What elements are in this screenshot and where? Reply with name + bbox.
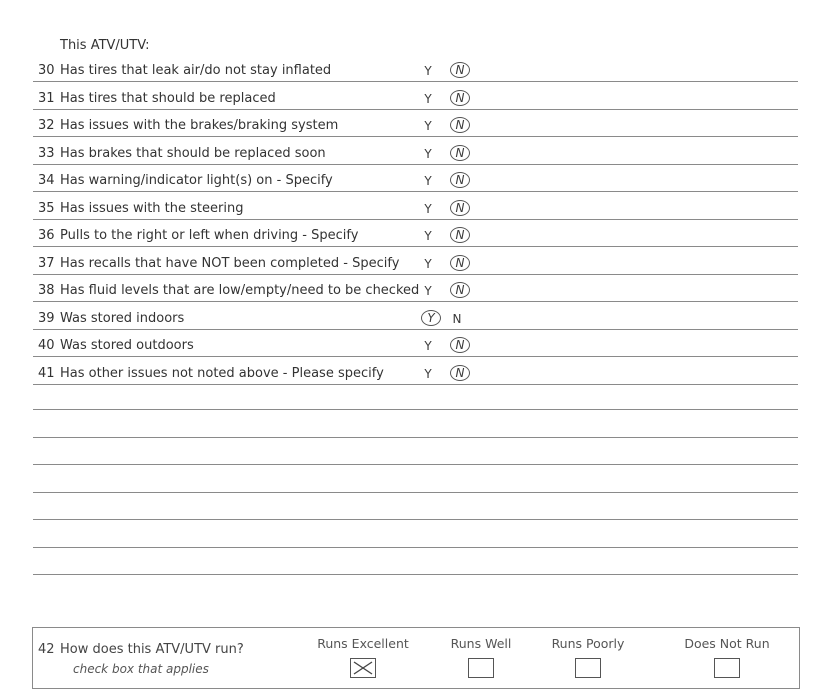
row-rule — [33, 164, 798, 165]
no-option[interactable]: N — [450, 255, 470, 271]
question-text: Has warning/indicator light(s) on - Specify — [60, 173, 333, 188]
blank-line[interactable] — [33, 437, 798, 438]
checkbox-runs-excellent[interactable] — [350, 658, 376, 678]
question-row — [33, 331, 798, 357]
no-option[interactable]: N — [450, 365, 470, 381]
yes-option[interactable]: Y — [424, 201, 432, 216]
question-number: 40 — [38, 338, 55, 353]
question-row — [33, 276, 798, 302]
option-label: Does Not Run — [684, 636, 770, 651]
question-number: 42 — [38, 642, 55, 657]
option-runs-poorly[interactable] — [528, 636, 648, 681]
question-text: How does this ATV/UTV run? — [60, 642, 244, 657]
no-option[interactable]: N — [450, 90, 470, 106]
no-option[interactable]: N — [450, 62, 470, 78]
question-number: 33 — [38, 145, 55, 161]
no-option[interactable]: N — [450, 227, 470, 243]
question-row — [33, 111, 798, 137]
question-42-box — [32, 627, 800, 689]
row-rule — [33, 329, 798, 330]
question-text: Has issues with the steering — [60, 200, 244, 216]
yes-option[interactable]: Y — [424, 146, 432, 161]
blank-line[interactable] — [33, 492, 798, 493]
row-rule — [33, 356, 798, 357]
question-text: Has issues with the brakes/braking system — [60, 118, 339, 133]
question-text: Was stored indoors — [60, 310, 185, 326]
yes-option[interactable]: Y — [424, 174, 432, 188]
question-number: 31 — [38, 90, 55, 106]
question-text: Has fluid levels that are low/empty/need to be checked — [60, 283, 420, 298]
no-option[interactable]: N — [452, 311, 462, 326]
question-text: Has tires that leak air/do not stay inflated — [60, 63, 332, 78]
question-text: Has tires that should be replaced — [60, 90, 276, 106]
yes-option[interactable]: Y — [424, 366, 432, 381]
question-text: Pulls to the right or left when driving - Specify — [60, 228, 359, 243]
question-row — [33, 359, 798, 385]
yes-option[interactable]: Y — [424, 119, 432, 133]
question-row — [33, 56, 798, 82]
question-row — [33, 249, 798, 275]
question-text: Was stored outdoors — [60, 338, 194, 353]
yes-option[interactable]: Y — [424, 229, 432, 243]
question-row — [33, 194, 798, 220]
yes-option[interactable]: Y — [424, 256, 432, 271]
row-rule — [33, 384, 798, 385]
question-number: 34 — [38, 173, 55, 188]
row-rule — [33, 274, 798, 275]
row-rule — [33, 191, 798, 192]
question-number: 35 — [38, 200, 55, 216]
row-rule — [33, 246, 798, 247]
question-number: 41 — [38, 365, 55, 381]
no-option[interactable]: N — [450, 145, 470, 161]
option-runs-well[interactable] — [421, 636, 541, 681]
option-runs-excellent[interactable] — [303, 636, 423, 681]
option-label: Runs Poorly — [551, 636, 625, 651]
yes-option[interactable]: Y — [424, 64, 432, 78]
question-number: 36 — [38, 228, 55, 243]
question-text: Has other issues not noted above - Please specify — [60, 365, 384, 381]
question-number: 32 — [38, 118, 55, 133]
yes-option[interactable]: Y — [424, 284, 432, 298]
option-label: Runs Excellent — [317, 636, 409, 651]
checkbox-runs-well[interactable] — [468, 658, 494, 678]
checkbox-runs-poorly[interactable] — [575, 658, 601, 678]
question-row — [33, 304, 798, 330]
question-text: Has recalls that have NOT been completed - Specify — [60, 255, 400, 271]
no-option[interactable]: N — [450, 172, 470, 188]
form-heading: This ATV/UTV: — [60, 38, 150, 53]
yes-option[interactable]: Y — [421, 310, 441, 326]
yes-option[interactable]: Y — [424, 339, 432, 353]
x-mark-icon — [351, 659, 375, 677]
question-number: 38 — [38, 283, 55, 298]
question-number: 30 — [38, 63, 55, 78]
question-row — [33, 84, 798, 110]
row-rule — [33, 109, 798, 110]
no-option[interactable]: N — [450, 337, 470, 353]
blank-line[interactable] — [33, 409, 798, 410]
question-row — [33, 166, 798, 192]
row-rule — [33, 136, 798, 137]
question-row — [33, 221, 798, 247]
row-rule — [33, 81, 798, 82]
no-option[interactable]: N — [450, 282, 470, 298]
row-rule — [33, 301, 798, 302]
option-label: Runs Well — [450, 636, 512, 651]
blank-line[interactable] — [33, 519, 798, 520]
row-rule — [33, 219, 798, 220]
option-does-not-run[interactable] — [667, 636, 787, 681]
question-number: 37 — [38, 255, 55, 271]
question-row — [33, 139, 798, 165]
no-option[interactable]: N — [450, 200, 470, 216]
checkbox-does-not-run[interactable] — [714, 658, 740, 678]
yes-option[interactable]: Y — [424, 91, 432, 106]
blank-line[interactable] — [33, 464, 798, 465]
question-text: Has brakes that should be replaced soon — [60, 145, 326, 161]
no-option[interactable]: N — [450, 117, 470, 133]
question-number: 39 — [38, 310, 55, 326]
blank-line[interactable] — [33, 547, 798, 548]
question-hint: check box that applies — [73, 662, 209, 676]
blank-line[interactable] — [33, 574, 798, 575]
